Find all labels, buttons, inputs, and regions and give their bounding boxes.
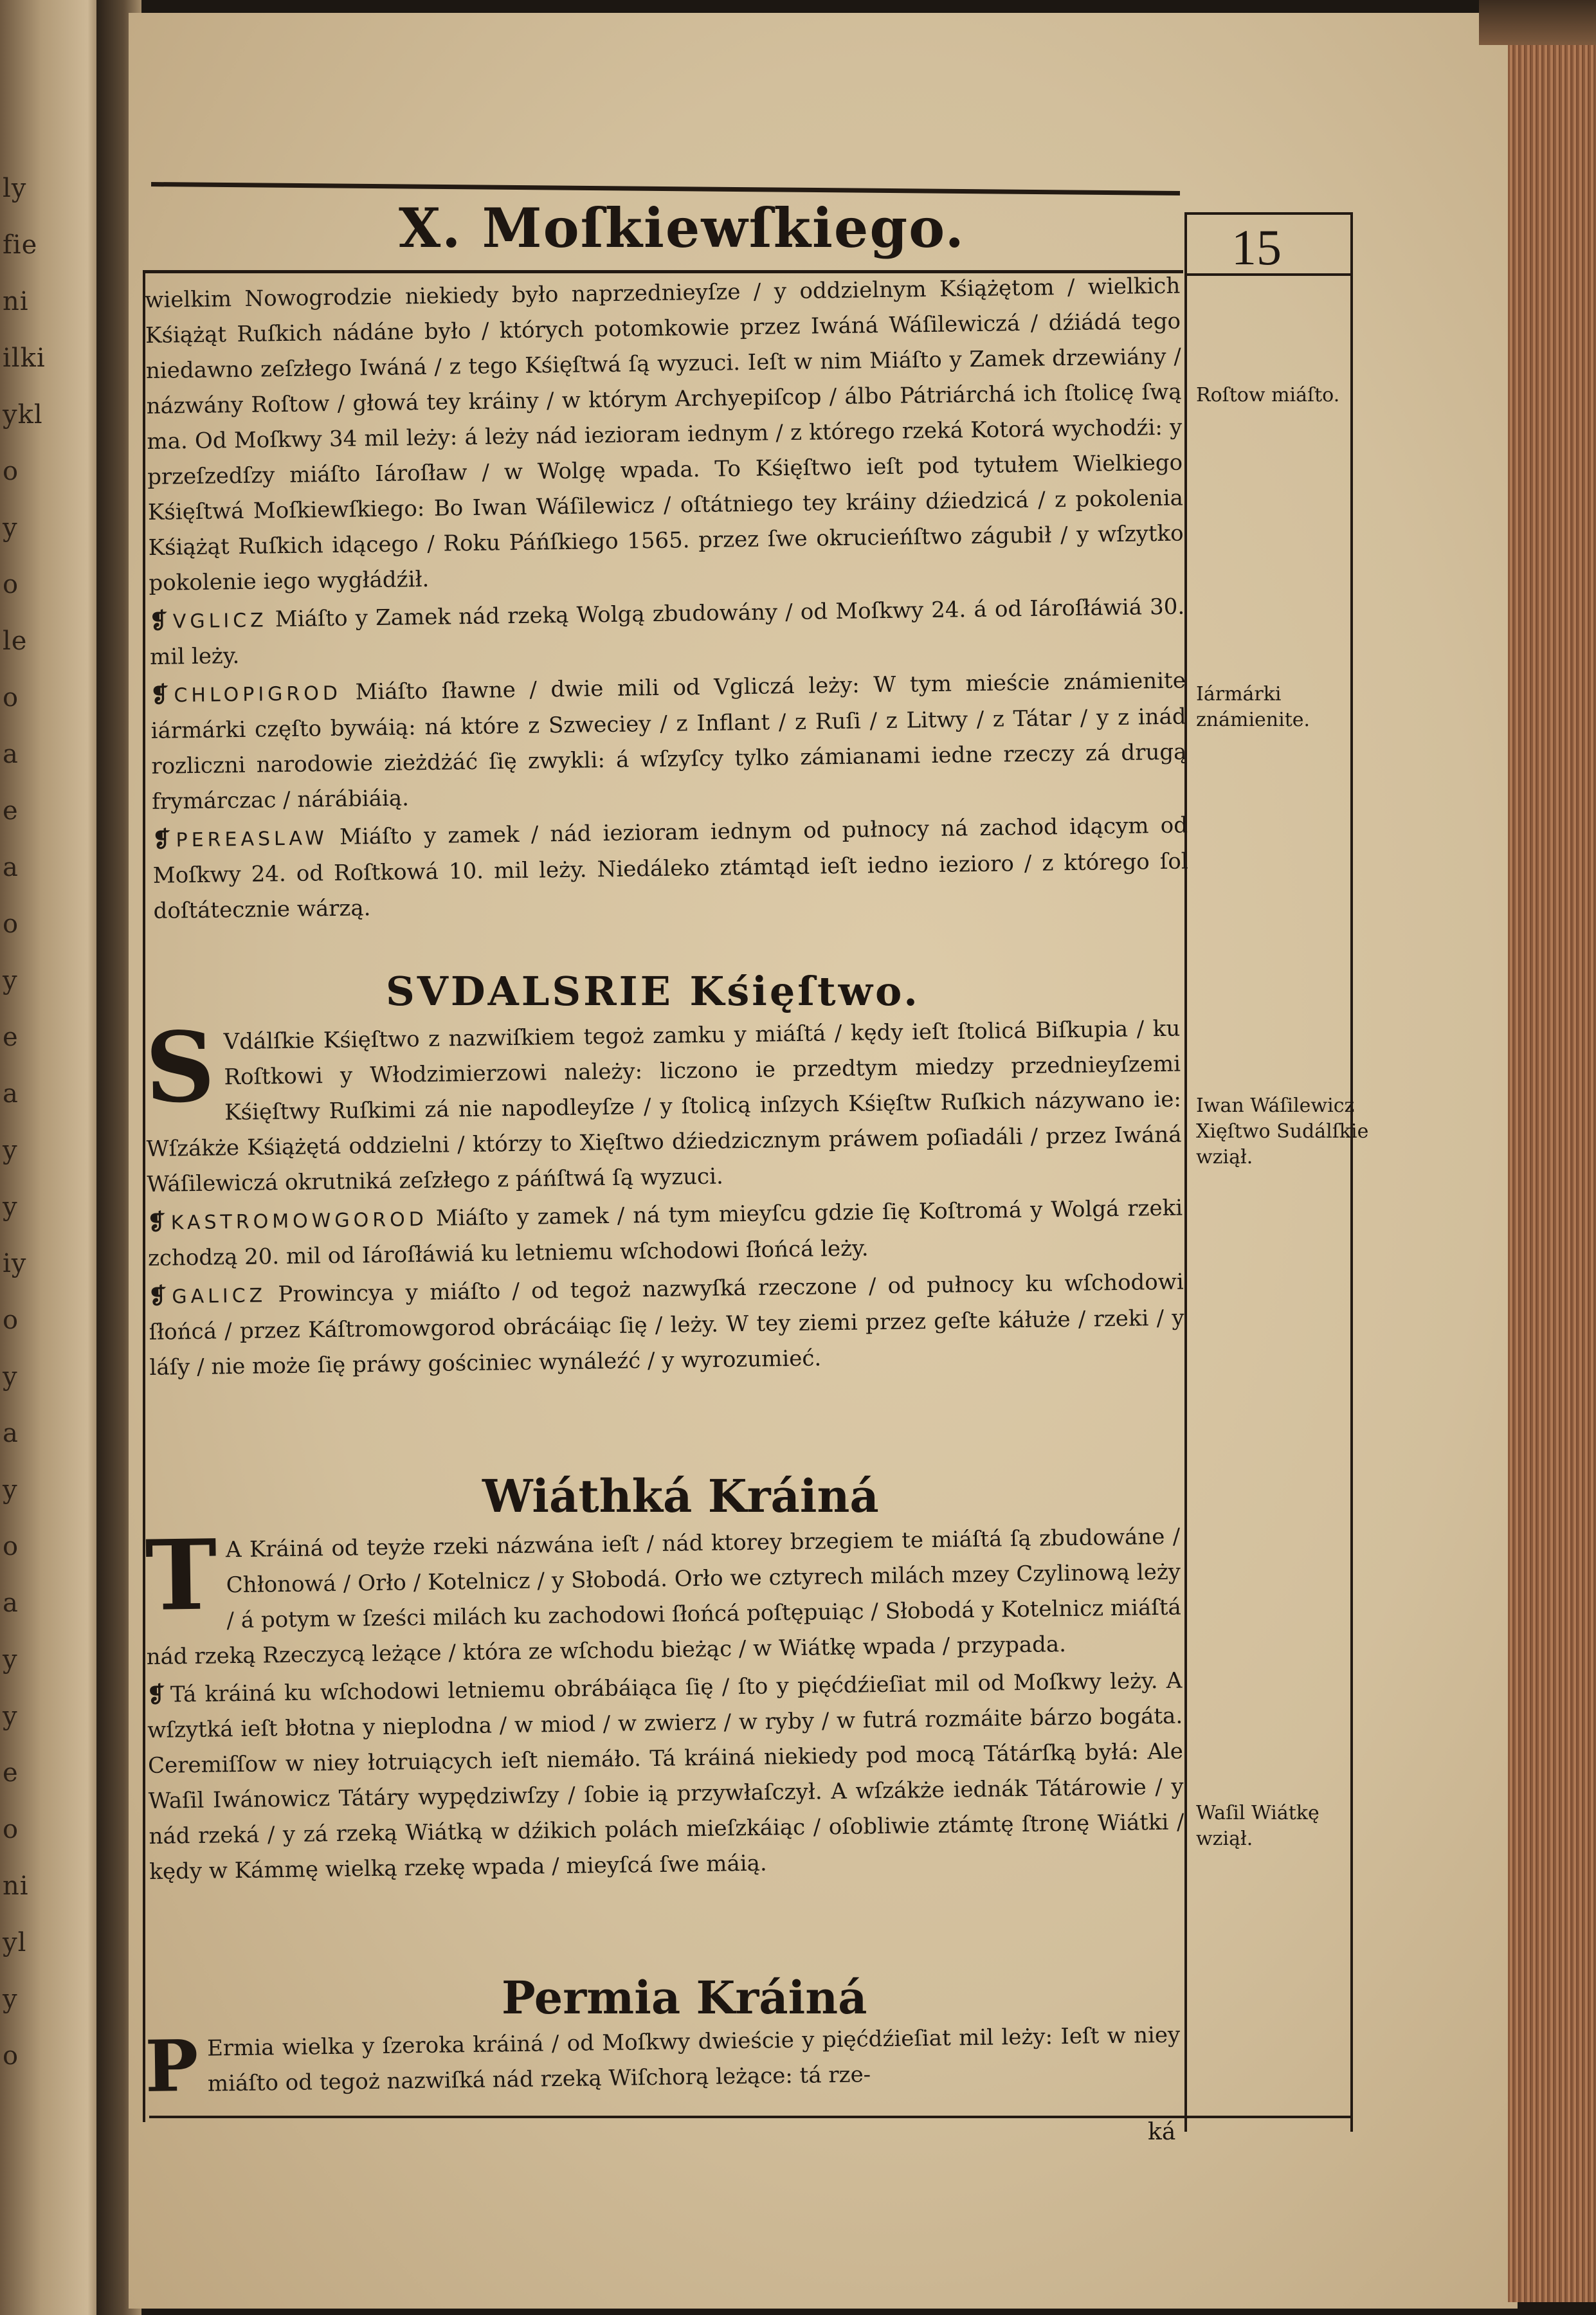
paragraph-mark: ❡ xyxy=(152,826,171,853)
left-page-fragment: y xyxy=(3,1475,18,1505)
left-page-fragment: o xyxy=(3,2041,19,2071)
entry-text: Miáſto y zamek / nád iezioram iednym od pułnocy ná zachod idącym od Moſkwy 24. od Roſtkowá 10. mil leży. Niedáleko ztámtąd ieſt iedno iezioro / z którego ſol doſtátecznie wárzą. xyxy=(152,812,1188,924)
number-box-top xyxy=(1184,212,1353,215)
page-edges xyxy=(1508,39,1596,2302)
paragraph-sudal xyxy=(145,1012,1183,1203)
entry-name: GALICZ xyxy=(172,1284,267,1309)
paragraph-wiatka xyxy=(145,1520,1182,1675)
paragraph-wiatka-text: A Kráiná od teyże rzeki názwána ieſt / nád ktorey brzegiem te miáſtá ſą zbudowáne / Chłonowá / Orło / Kotelnicz / y Słobodá. Orło we cztyrech milách mzey Czylinową leży / á potym w ſześci milách ku zachodowi ſłońcá poſtępuiąc / Słobodá y Kotelnicz miáſtá nád rzeką Rzeczycą leżące / która ze wſchodu bieżąc / w Wiátkę wpada / przypada. xyxy=(146,1523,1182,1670)
drop-cap: P xyxy=(144,2024,199,2108)
left-page-fragment: a xyxy=(3,853,19,882)
marginal-note-wiatka: Waſil Wiátkę wziął. xyxy=(1196,1802,1319,1850)
left-page-fragment: y xyxy=(3,1702,18,1731)
marginal-note-sudal: Iwan Wáſilewicz Xięſtwo Sudálſkie wziął. xyxy=(1196,1094,1369,1168)
paragraph-mark: ❡ xyxy=(148,1283,167,1309)
text-block-wiatka xyxy=(145,1520,1185,1890)
paragraph-mark: ❡ xyxy=(147,1682,166,1708)
left-page-fragment: ni xyxy=(3,287,29,316)
frame-middle-rule xyxy=(1184,212,1187,2132)
left-page-fragment: a xyxy=(3,1419,19,1448)
paragraph-mark: ❡ xyxy=(149,608,168,634)
section-heading-wiatka: Wiáthká Kráiná xyxy=(482,1469,879,1523)
left-page-fragment: e xyxy=(3,1022,19,1052)
left-page-fragment: y xyxy=(3,1192,18,1222)
left-page-fragment: ly xyxy=(3,174,27,203)
paragraph-rostov: wielkim Nowogrodzie niekiedy było naprzednieyſze / y oddzielnym Kśiążętom / wielkich Kśiążąt Ruſkich nádáne było / których potomkowie przez Iwáná Wáſilewiczá / dźiádá tego niedawno zeſzłego Iwáná / z tego Kśięſtwá ſą wyzuci. Ieſt w nim Miáſto y Zamek drzewiány / názwány Roſtow / głowá tey kráiny / w którym Archyepiſcop / álbo Pátriárchá ich ſtolicę ſwą ma. Od Moſkwy 34 mil leży: á leży nád iezioram iednym / z którego rzeká Kotorá wychodźi: y przeſzedſzy miáſto Iároſław / w Wolgę wpada. To Kśięſtwo ieſt pod tytułem Wielkiego Kśięſtwá Moſkiewſkiego: Bo Iwan Wáſilewicz / oſtátniego tey kráiny dźiedzicá / z pokolenia Kśiążąt Ruſkich idącego / Roku Páńſkiego 1565. przez ſwe okrucieńſtwo zágubił / y wſzytko pokolenie iego wygłádźił. xyxy=(145,273,1184,596)
left-page-fragment: y xyxy=(3,1645,18,1675)
text-block-rostov xyxy=(145,269,1189,929)
left-page-fragment: a xyxy=(3,1588,19,1618)
entry-name: KASTROMOWGOROD xyxy=(170,1208,428,1235)
left-page-fragment: le xyxy=(3,626,28,656)
entry-uglicz xyxy=(149,589,1185,675)
paragraph-mark: ❡ xyxy=(147,1209,167,1235)
drop-cap: S xyxy=(144,1010,216,1125)
entry-text: Miáſto y zamek / ná tym mieyſcu gdzie ſię Koſtromá y Wolgá rzeki zchodzą 20. mil od Iároſłáwiá ku letniemu wſchodowi ſłońcá leży. xyxy=(147,1195,1183,1271)
left-page-fragment: ykl xyxy=(3,400,43,430)
footer-rule xyxy=(149,2116,1352,2118)
left-page-fragment: o xyxy=(3,457,19,486)
drop-cap: T xyxy=(144,1518,218,1633)
left-page-fragment: a xyxy=(3,1079,19,1109)
left-page-fragment: ni xyxy=(3,1871,29,1901)
entry-kastromowgorod xyxy=(147,1190,1183,1276)
entry-name: VGLICZ xyxy=(172,609,268,633)
left-page-fragment: o xyxy=(3,683,19,713)
entry-text: Tá kráiná ku wſchodowi letniemu obrábáiąca ſię / ſto y pięćdźieſiat mil od Moſkwy leży. A wſzytká ieſt błotna y nieplodna / w miod / w zwierz / w ryby / w futrá rozmáite bárzo bogáta. Ceremiſſow w niey łotruiących ieſt niemáło. Tá kráiná niekiedy pod mocą Tátárſką byłá: Ale Waſil Iwánowicz Tátáry wypędziwſzy / ſobie ią przywłaſczył. A wſzákże iednák Tátárowie / y nád rzeká / y zá rzeką Wiátką w dźikich polách mieſzkáiąc / oſobliwie ztámtę ſtronę Wiátki / kędy w Kámmę wielką rzekę wpada / mieyſcá ſwe máią. xyxy=(147,1667,1184,1885)
left-page-fragment: e xyxy=(3,1758,19,1788)
left-page-fragment: y xyxy=(3,1136,18,1165)
paragraph-permia-text: Ermia wielka y ſzeroka kráiná / od Moſkwy dwieście y pięćdźieſiat mil leży: Ieſt w niey miáſto od tegoż nazwiſká nád rzeką Wiſchorą leżące: tá rze- xyxy=(206,2022,1181,2097)
entry-text: Miáſto y Zamek nád rzeką Wolgą zbudowány / od Moſkwy 24. á od Iároſłáwiá 30. mil leży. xyxy=(149,594,1185,670)
left-page xyxy=(0,0,103,2315)
catchword: ká xyxy=(1148,2119,1176,2145)
paragraph-sudal-text: Vdálſkie Kśięſtwo z nazwiſkiem tegoż zamku y miáſtá / kędy ieſt ſtolicá Biſkupia / ku Roſtkowi y Włodzimierzowi należy: liczono ie przedtym miedzy przednieyſzemi Kśięſtwy Ruſkimi zá nie napodleyſze / y ſtolicą inſzych Kśięſtw Ruſkich názywano ie: Wſzákże Kśiążętá oddzielni / którzy to Xięſtwo dźiedzicznym práwem poſiadáli / przez Iwáná Wáſilewiczá okrutniká zeſzłego z páńſtwá ſą wyzuci. xyxy=(146,1015,1182,1197)
left-page-fragment: e xyxy=(3,796,19,826)
entry-pereaslaw xyxy=(152,808,1189,929)
header-title: X. Moſkiewſkiego. xyxy=(399,196,965,260)
left-page-fragment: o xyxy=(3,1815,19,1844)
left-page-fragment: a xyxy=(3,740,19,769)
page-number: 15 xyxy=(1231,219,1282,275)
marginal-note-rostow: Roſtow miáſto. xyxy=(1196,384,1340,406)
left-page-fragment: y xyxy=(3,513,18,543)
left-page-fragment: y xyxy=(3,1362,18,1392)
left-page-fragment: fie xyxy=(3,230,38,260)
section-heading-permia: Permia Kráiná xyxy=(502,1971,867,2024)
left-page-fragment: o xyxy=(3,1532,19,1561)
left-page-fragment: o xyxy=(3,909,19,939)
left-page-fragment: iy xyxy=(3,1249,27,1278)
left-page-fragment: y xyxy=(3,966,18,995)
left-page-fragment: o xyxy=(3,570,19,599)
entry-chlopigrod xyxy=(150,663,1188,819)
entry-wiatka-details xyxy=(147,1663,1184,1889)
paragraph-permia xyxy=(144,2018,1181,2108)
paragraph-mark: ❡ xyxy=(150,682,169,708)
left-page-fragment: y xyxy=(3,1984,18,2014)
marginal-note-iarmarki: Iármárki známienite. xyxy=(1196,683,1310,731)
entry-galicz xyxy=(149,1264,1185,1385)
frame-left-rule xyxy=(143,270,145,2122)
entry-text: Miáſto ſławne / dwie mili od Vgliczá leży: W tym mieście známienite iármárki częſto bywáią: ná które z Szweciey / z Inflant / z Ruſi / z Litwy / z Tátar / y z inád rozliczni narodowie zieżdżáć ſię zwykli: á wſzyſcy tylko zámianami iedne rzeczy zá drugą frymárczac / nárábiáią. xyxy=(150,667,1187,815)
entry-text: Prowincya y miáſto / od tegoż nazwyſká rzeczone / od pułnocy ku wſchodowi ſłońcá / przez Káſtromowgorod obrácáiąc ſię / leży. W tey ziemi przez geſte káłuże / rzeki / y láſy / nie może ſię práwy gościniec wynáleźć / y wyrozumieć. xyxy=(149,1269,1184,1381)
page-edges-top xyxy=(1479,0,1596,45)
entry-name: PEREASLAW xyxy=(176,827,329,852)
left-page-fragment: yl xyxy=(3,1928,27,1957)
text-block-permia xyxy=(144,2018,1181,2108)
entry-name: CHLOPIGROD xyxy=(174,682,342,707)
section-heading-sudal: SVDALSRIE Kśięſtwo. xyxy=(386,968,920,1015)
text-block-sudal xyxy=(145,1012,1185,1386)
left-page-fragment: o xyxy=(3,1305,19,1335)
left-page-fragment: ilki xyxy=(3,343,46,373)
